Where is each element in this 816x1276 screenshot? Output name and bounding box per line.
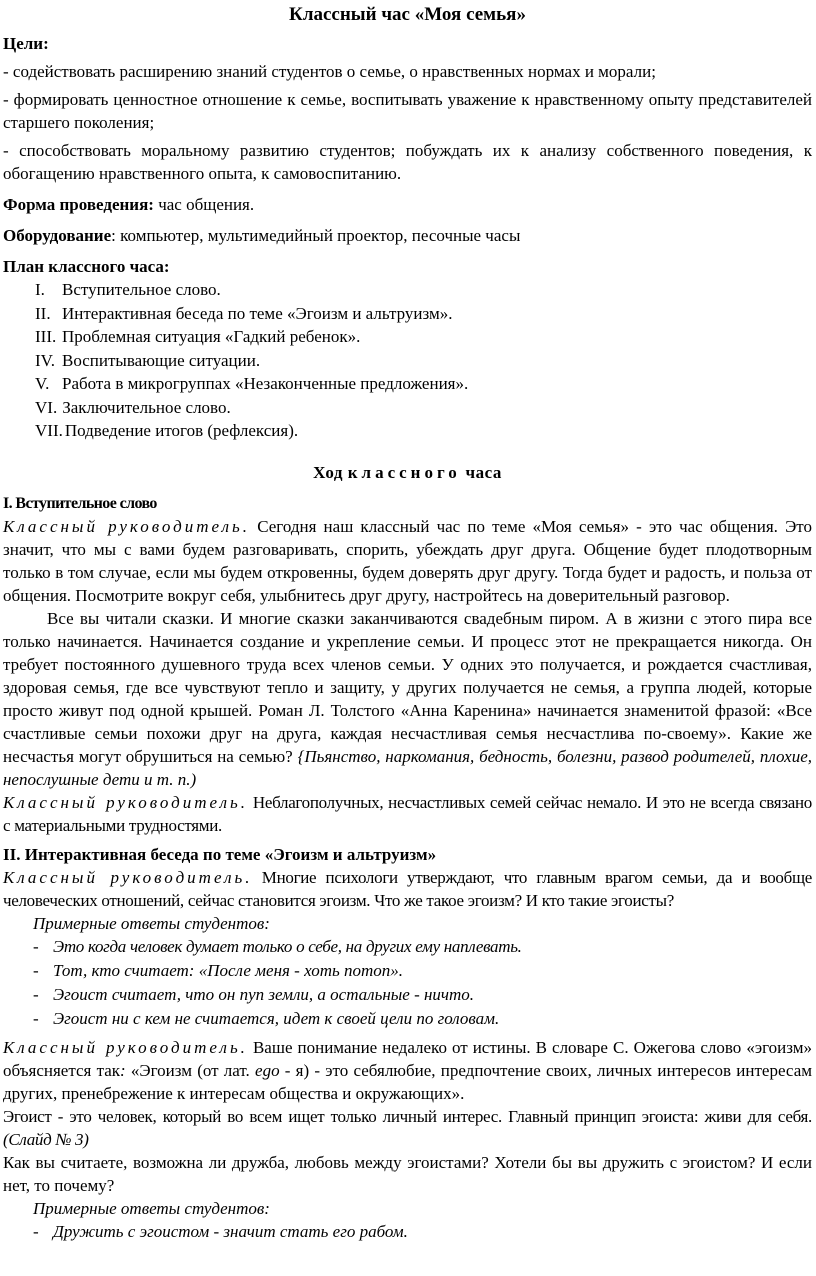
answers-title: Примерные ответы студентов: [33,1198,270,1218]
paragraph-italic-text: {Пьянство, наркомания, бедность, болезни, развод родителей, плохие, непослушные дети и т. п.) [3,746,812,789]
plan-item-text: Заключительное слово. [62,397,231,417]
paragraph-text: «Эгоизм (от лат. [125,1060,256,1080]
speaker-label: Классный руководитель. [3,516,251,536]
answer-text: Эгоист считает, что он пуп земли, а остальные - ничто. [53,984,475,1004]
page-title: Классный час «Моя семья» [289,4,526,25]
answer-dash: - [33,984,39,1004]
equipment-line [3,224,812,247]
answer-dash: - [33,1008,39,1028]
form-value: час общения. [153,195,255,214]
section-1-paragraph-1 [3,515,812,607]
answer-dash: - [33,936,39,956]
plan-item-text: Подведение итогов (рефлексия). [64,421,299,440]
goal-item-3: - способствовать моральному развитию студентов; побуждать их к анализу собственного поведения, к обогащению нравственного опыта, к самовоспитанию. [3,141,812,183]
paragraph-text: Все вы читали сказки. И многие сказки заканчиваются свадебным пиром. А в жизни с этого пира все только начинается. Начинается создание и укрепление семьи. И процесс этот не прекращается никогда. Он требует постоянного душевного труда всех членов семьи. У одних это получается, и рождается счастливая, здоровая семья, где все чувствуют тепло и защиту, у других получается не семья, а группа людей, которые просто живут под одной крышей. Роман Л. Толстого «Анна Каренина» начинается знаменитой фразой: «Все счастливые семьи похожи друг на друга, каждая несчастливая семья несчастлива по-своему». Какие же несчастья могут обрушиться на семью? [3,608,812,766]
goal-item-2: - формировать ценностное отношение к семье, воспитывать уважение к нравственному опыту представителей старшего поколения; [3,90,812,132]
plan-item [35,396,812,420]
plan-item-text: Интерактивная беседа по теме «Эгоизм и альтруизм». [62,303,453,323]
answers-title: Примерные ответы студентов: [33,913,270,933]
plan-item [35,349,812,373]
plan-item [35,419,812,443]
answer-text: Это когда человек думает только о себе, на других ему наплевать. [53,936,522,956]
goal-item-1: - содействовать расширению знаний студентов о семье, о нравственных нормах и морали; [3,62,656,81]
paragraph-text: Ваше понимание недалеко от истины. В словаре С. Ожегова слово «эгоизм» объясняется так [3,1037,813,1080]
plan-item-number: III. [35,327,57,346]
plan-item-text: Воспитывающие ситуации. [62,350,261,370]
section-1-heading: I. Вступительное слово [3,494,157,512]
goals-heading: Цели: [3,34,49,53]
answers-list [3,935,812,1031]
paragraph-text: Неблагополучных, несчастливых семей сейчас немало. И это не всегда связано с материальными трудностями. [3,792,812,835]
equipment-value: : компьютер, мультимедийный проектор, песочные часы [111,226,521,245]
paragraph-italic-colon: : [120,1060,126,1080]
plan-item-number: IV. [35,350,55,370]
paragraph-text: - я) - это себялюбие, предпочтение своих, личных интересов интересам других, пренебрежение к интересам общества и окружающих». [3,1060,812,1103]
answer-item [33,959,812,983]
plan-item-number: VI. [35,397,58,417]
plan-item-text: Вступительное слово. [62,280,221,299]
speaker-label: Классный руководитель. [3,867,253,887]
plan-item [35,372,812,396]
equipment-label: Оборудование [3,226,112,245]
section-1-paragraph-2 [3,607,812,791]
plan-item-text: Проблемная ситуация «Гадкий ребенок». [62,327,361,346]
section-2-paragraph-2 [3,1036,812,1105]
answer-item [33,983,812,1007]
section-2-paragraph-4: Как вы считаете, возможна ли дружба, любовь между эгоистами? Хотели бы вы дружить с эгоистом? И если нет, то почему? [3,1152,812,1195]
plan-item-number: I. [35,280,45,299]
paragraph-text: Эгоист - это человек, который во всем ищет только личный интерес. Главный принцип эгоиста: живи для себя. [3,1106,812,1126]
answer-item [33,1220,812,1244]
plan-item-text: Работа в микрогруппах «Незаконченные предложения». [62,374,469,393]
speaker-label: Классный руководитель. [3,792,249,812]
course-heading-prefix: Ход [313,462,348,482]
plan-item [35,325,812,349]
plan-item-number: II. [35,303,51,323]
speaker-label: Классный руководитель. [3,1037,248,1057]
plan-item [35,278,812,302]
section-1-paragraph-3 [3,791,812,837]
answer-dash: - [33,1221,39,1241]
course-heading-spaced: классного [347,462,461,482]
form-line [3,193,812,216]
form-label: Форма проведения: [3,195,154,214]
section-2-paragraph-1 [3,866,812,912]
section-2-heading: II. Интерактивная беседа по теме «Эгоизм и альтруизм» [3,844,437,864]
answer-text: Эгоист ни с кем не считается, идет к своей цели по головам. [53,1008,500,1028]
plan-item [35,302,812,326]
slide-reference: (Слайд № 3) [3,1129,89,1149]
course-heading-suffix: часа [460,462,502,482]
answer-text: Дружить с эгоистом - значит стать его рабом. [53,1221,408,1241]
latin-word: ego [255,1060,280,1080]
section-2-paragraph-3 [3,1105,812,1151]
plan-item-number: V. [35,374,50,393]
answer-dash: - [33,960,39,980]
paragraph-text: Многие психологи утверждают, что главным врагом семьи, да и вообще человеческих отношений, сейчас становится эгоизм. Что же такое эгоизм? И кто такие эгоисты? [3,867,812,910]
document-page [0,4,816,1276]
answer-item [33,935,812,959]
plan-list [3,278,812,443]
plan-heading: План классного часа: [3,257,170,276]
course-heading [3,461,812,484]
plan-item-number: VII. [35,421,63,440]
answer-text: Тот, кто считает: «После меня - хоть потоп». [53,960,403,980]
paragraph-text: Сегодня наш классный час по теме «Моя семья» - это час общения. Это значит, что мы с вами будем разговаривать, спорить, убеждать друг друга. Общение будет плодотворным только в том случае, если мы будем откровенны, будем доверять друг другу. Тогда будет и радость, и польза от общения. Посмотрите вокруг себя, улыбнитесь друг другу, настройтесь на доверительный разговор. [3,516,812,605]
answers-list [3,1220,812,1244]
answer-item [33,1007,812,1031]
